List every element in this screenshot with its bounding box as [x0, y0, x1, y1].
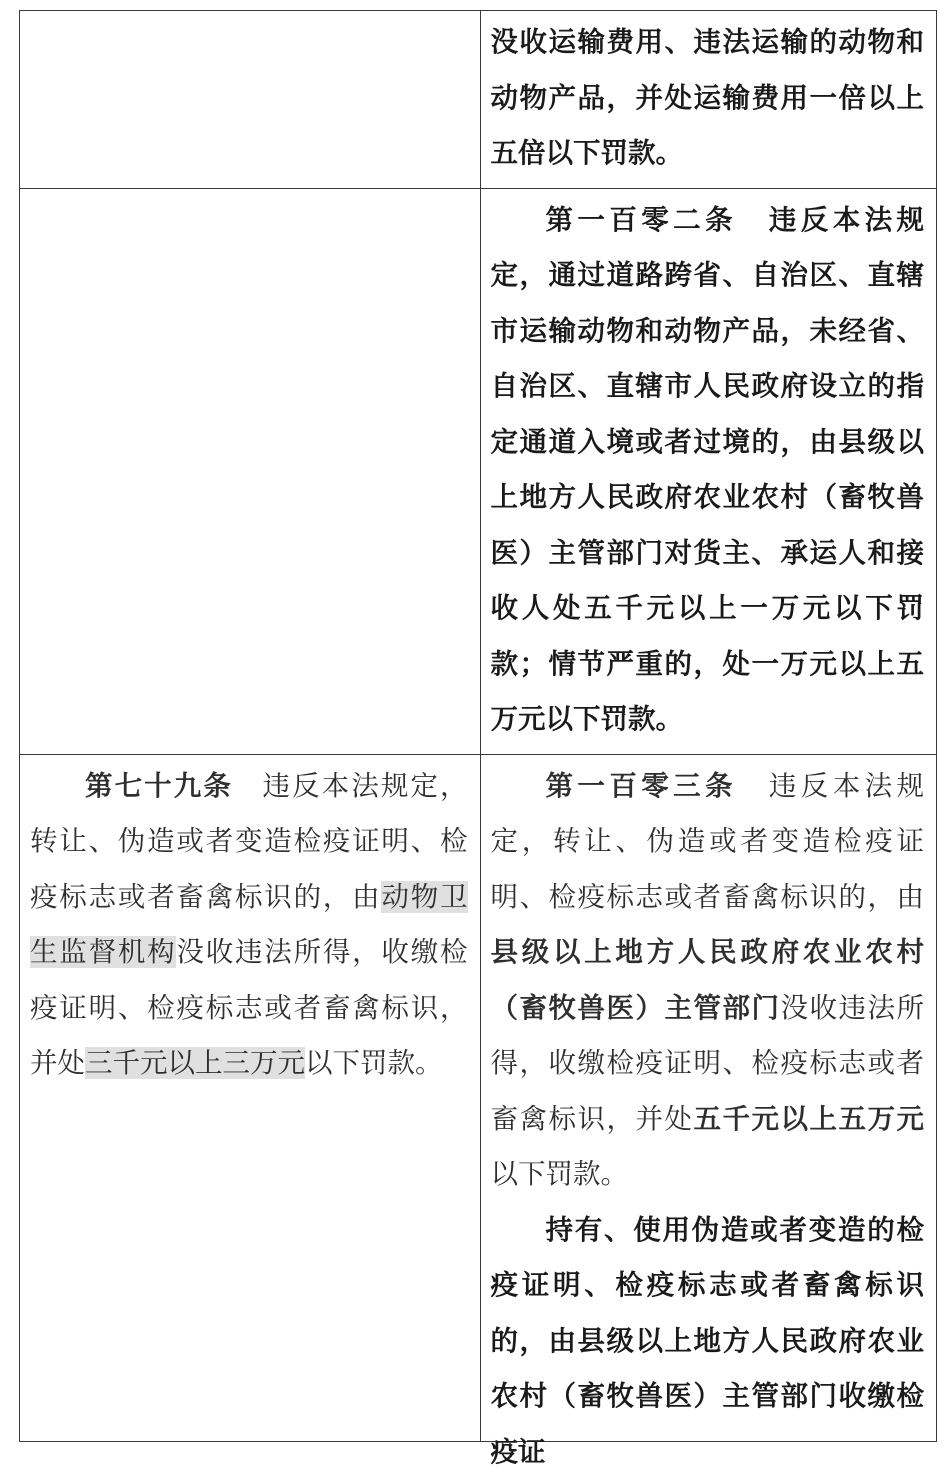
- law-comparison-table: [19, 10, 937, 1442]
- table-row: [20, 11, 937, 189]
- article-body: 违反本法规定，转让、伪造或者变造检疫证明、检疫标志或者畜禽标识的，由: [30, 770, 468, 913]
- article-body: 违反本法规定，转让、伪造或者变造检疫证明、检疫标志或者畜禽标识的，由: [491, 770, 925, 913]
- article-number: 第一百零二条: [546, 204, 737, 236]
- article-body: 没收违法所得，收缴检疫证明、检疫标志或者畜禽标识，并处: [30, 936, 468, 1079]
- new-law-paragraph: [491, 759, 925, 1203]
- table-row: [20, 754, 937, 1441]
- new-law-cell: [480, 188, 937, 754]
- emphasized-text: 县级以上地方人民政府农业农村（畜牧兽医）主管部门: [491, 936, 925, 1024]
- highlighted-text: 三千元以上三万元: [85, 1047, 305, 1079]
- new-law-cell: [480, 11, 937, 189]
- new-law-text: 没收运输费用、违法运输的动物和动物产品，并处运输费用一倍以上五倍以下罚款。: [491, 15, 925, 182]
- emphasized-text: 五千元以上五万元: [694, 1103, 925, 1135]
- table-row: [20, 188, 937, 754]
- article-number: 第一百零三条: [546, 770, 737, 802]
- article-body: 以下罚款。: [305, 1047, 443, 1079]
- old-law-cell: [20, 188, 481, 754]
- highlighted-text: 动物卫生监督机构: [30, 881, 468, 969]
- article-body: 没收违法所得，收缴检疫证明、检疫标志或者畜禽标识，并处: [491, 992, 925, 1135]
- article-body: 违反本法规定，通过道路跨省、自治区、直辖市运输动物和动物产品，未经省、自治区、直辖市人民政府设立的指定通道入境或者过境的，由县级以上地方人民政府农业农村（畜牧兽医）主管部门对货主、承运人和接收人处五千元以上一万元以下罚款；情节严重的，处一万元以上五万元以下罚款。: [491, 204, 925, 736]
- new-law-cell: [480, 754, 937, 1441]
- old-law-paragraph: [30, 759, 468, 1092]
- article-number: 第七十九条: [85, 770, 233, 802]
- old-law-cell: [20, 11, 481, 189]
- old-law-cell: [20, 754, 481, 1441]
- article-body: 以下罚款。: [491, 1158, 629, 1190]
- new-law-paragraph-2: 持有、使用伪造或者变造的检疫证明、检疫标志或者畜禽标识的，由县级以上地方人民政府农业农村（畜牧兽医）主管部门收缴检疫证: [491, 1203, 925, 1480]
- new-law-paragraph: [491, 193, 925, 748]
